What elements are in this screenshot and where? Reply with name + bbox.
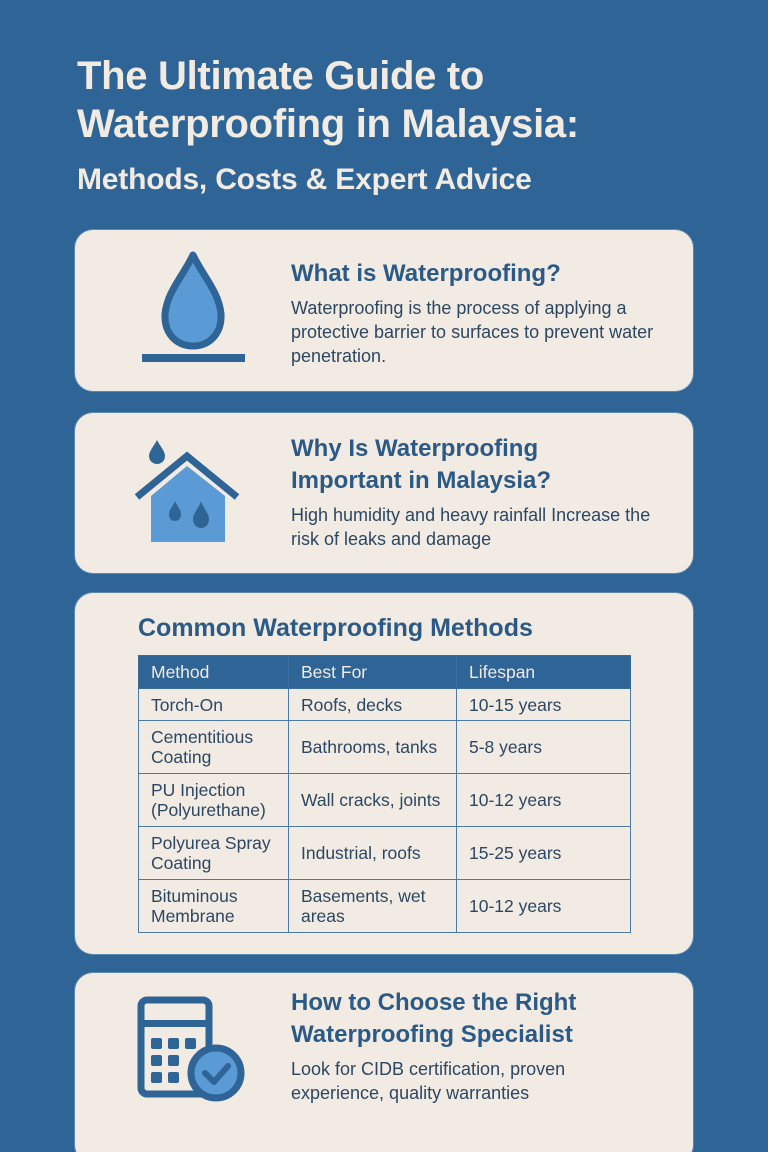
cell-method: Torch-On [139,689,289,721]
cell-best-for: Industrial, roofs [289,827,457,880]
table-row [139,774,631,827]
section-heading: Common Waterproofing Methods [138,614,533,642]
methods-table [138,655,631,933]
card-what-is-waterproofing [75,230,693,391]
cell-lifespan: 10-12 years [457,774,631,827]
column-header-lifespan: Lifespan [457,656,631,689]
cell-method: Polyurea Spray Coating [139,827,289,880]
cell-best-for: Wall cracks, joints [289,774,457,827]
table-header-row [139,656,631,689]
column-header-best-for: Best For [289,656,457,689]
calculator-check-icon [135,995,247,1105]
cell-lifespan: 5-8 years [457,721,631,774]
cell-method: Bituminous Membrane [139,880,289,933]
water-drop-icon [137,248,247,366]
house-rain-icon [133,439,245,547]
cell-best-for: Roofs, decks [289,689,457,721]
cell-lifespan: 10-15 years [457,689,631,721]
section-body: High humidity and heavy rainfall Increase the risk of leaks and damage [291,505,651,549]
card-choose-specialist [75,973,693,1152]
table-row [139,689,631,721]
card-why-important [75,413,693,573]
cell-method: Cementitious Coating [139,721,289,774]
section-heading: How to Choose the Right Waterproofing Specialist [291,989,577,1048]
section-body: Look for CIDB certification, proven experience, quality warranties [291,1059,566,1103]
cell-lifespan: 15-25 years [457,827,631,880]
cell-best-for: Basements, wet areas [289,880,457,933]
cell-method: PU Injection (Polyurethane) [139,774,289,827]
card-common-methods [75,593,693,954]
cell-lifespan: 10-12 years [457,880,631,933]
table-row [139,827,631,880]
section-heading: Why Is Waterproofing Important in Malaysia? [291,435,552,494]
page-subtitle: Methods, Costs & Expert Advice [77,163,532,196]
cell-best-for: Bathrooms, tanks [289,721,457,774]
column-header-method: Method [139,656,289,689]
page-title: The Ultimate Guide to Waterproofing in Malaysia: [77,54,579,146]
section-body: Waterproofing is the process of applying a protective barrier to surfaces to prevent water penetration. [291,298,654,366]
table-row [139,721,631,774]
table-row [139,880,631,933]
section-heading: What is Waterproofing? [291,260,561,287]
